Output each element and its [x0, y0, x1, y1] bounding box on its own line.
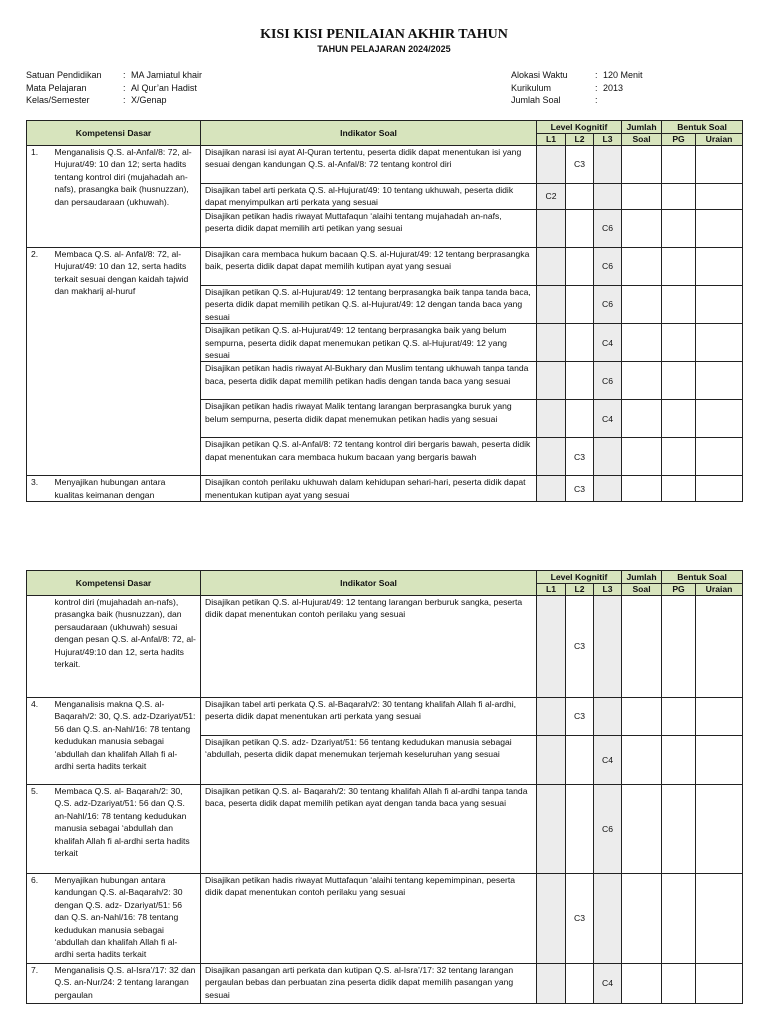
kd-number: 3.	[27, 476, 53, 502]
indikator-cell: Disajikan petikan hadis riwayat Muttafaqun ‘alaihi tentang kepemimpinan, peserta didik dapat menentukan contoh perilaku yang sesuai	[201, 874, 537, 964]
pg-cell	[662, 874, 696, 964]
level-l2-cell: C3	[566, 146, 594, 184]
kisi-table-2	[26, 570, 743, 1004]
pg-cell	[662, 210, 696, 248]
pg-cell	[662, 324, 696, 362]
level-l3-cell	[594, 146, 622, 184]
level-l2-cell	[566, 736, 594, 785]
level-l1-cell	[537, 964, 566, 1004]
kisi-table-1	[26, 120, 743, 502]
table-body	[27, 146, 743, 502]
pg-cell	[662, 596, 696, 698]
pg-cell	[662, 400, 696, 438]
uraian-cell	[696, 248, 743, 286]
uraian-cell	[696, 596, 743, 698]
pg-cell	[662, 362, 696, 400]
info-label: Jumlah Soal	[511, 95, 561, 105]
pg-cell	[662, 964, 696, 1004]
document-subtitle: TAHUN PELAJARAN 2024/2025	[317, 44, 451, 54]
uraian-cell	[696, 362, 743, 400]
header-l1: L1	[537, 584, 566, 596]
kompetensi-dasar-cell: Membaca Q.S. al- Anfal/8: 72, al- Hujurat/49: 10 dan 12, serta hadits terkait sesuai dengan kaidah tajwid dan makharij al-huruf	[53, 248, 201, 476]
header-kompetensi: Kompetensi Dasar	[27, 121, 201, 146]
level-l3-cell	[594, 438, 622, 476]
level-l2-cell: C3	[566, 476, 594, 502]
pg-cell	[662, 736, 696, 785]
kompetensi-dasar-cell: Membaca Q.S. al- Baqarah/2: 30, Q.S. adz-Dzariyat/51: 56 dan Q.S. an-Nahl/16: 78 tentang kedudukan manusia sebagai ‘abdullah dan khalifah Allah fi al-ardhi serta hadits terkait	[53, 785, 201, 874]
kd-number: 6.	[27, 874, 53, 964]
uraian-cell	[696, 324, 743, 362]
indikator-cell: Disajikan cara membaca hukum bacaan Q.S. al-Hujurat/49: 12 tentang berprasangka baik, peserta didik dapat dapat memilih kutipan ayat yang sesuai	[201, 248, 537, 286]
table-row	[27, 476, 743, 502]
info-label: Satuan Pendidikan	[26, 70, 102, 80]
info-separator: :	[123, 95, 126, 105]
level-l3-cell: C6	[594, 286, 622, 324]
header-bentuk: Bentuk Soal	[662, 121, 743, 134]
indikator-cell: Disajikan contoh perilaku ukhuwah dalam kehidupan sehari-hari, peserta didik dapat menentukan kutipan ayat yang sesuai	[201, 476, 537, 502]
info-value: MA Jamiatul khair	[131, 70, 203, 80]
jumlah-soal-cell	[622, 184, 662, 210]
jumlah-soal-cell	[622, 438, 662, 476]
info-label: Kelas/Semester	[26, 95, 90, 105]
pg-cell	[662, 698, 696, 736]
header-l3: L3	[594, 584, 622, 596]
pg-cell	[662, 476, 696, 502]
info-value: 2013	[603, 82, 624, 93]
indikator-cell: Disajikan petikan Q.S. al- Baqarah/2: 30 tentang khalifah Allah fi al-ardhi tanpa tanda baca, peserta didik dapat memilih petikan ayat dengan tanda baca yang sesuai	[201, 785, 537, 874]
info-separator: :	[595, 95, 598, 105]
level-l2-cell	[566, 184, 594, 210]
header-bentuk: Bentuk Soal	[662, 571, 743, 584]
jumlah-soal-cell	[622, 146, 662, 184]
level-l2-cell	[566, 362, 594, 400]
header-indikator: Indikator Soal	[201, 121, 537, 146]
pg-cell	[662, 785, 696, 874]
uraian-cell	[696, 736, 743, 785]
level-l1-cell	[537, 146, 566, 184]
info-row	[26, 69, 202, 82]
level-l3-cell: C4	[594, 400, 622, 438]
indikator-cell: Disajikan petikan Q.S. al-Hujurat/49: 12 tentang berprasangka baik yang belum sempurna, peserta didik dapat menemukan petikan Q.S. al-Hujurat/49: 12 yang sesuai	[201, 324, 537, 362]
indikator-cell: Disajikan petikan hadis riwayat Malik tentang larangan berprasangka buruk yang belum sempurna, peserta didik dapat menemukan petikan hadis yang sesuai	[201, 400, 537, 438]
indikator-cell: Disajikan petikan Q.S. al-Hujurat/49: 12 tentang larangan berburuk sangka, peserta didik dapat menentukan contoh perilaku yang sesuai	[201, 596, 537, 698]
header-soal: Soal	[622, 134, 662, 146]
header-kompetensi: Kompetensi Dasar	[27, 571, 201, 596]
level-l1-cell	[537, 596, 566, 698]
kd-number: 5.	[27, 785, 53, 874]
level-l1-cell: C2	[537, 184, 566, 210]
jumlah-soal-cell	[622, 964, 662, 1004]
info-separator: :	[595, 70, 598, 80]
level-l1-cell	[537, 210, 566, 248]
kompetensi-dasar-cell: Menyajikan hubungan antara kualitas keimanan dengan	[53, 476, 201, 502]
uraian-cell	[696, 785, 743, 874]
header-l2: L2	[566, 584, 594, 596]
header-pg: PG	[662, 134, 696, 146]
level-l2-cell: C3	[566, 596, 594, 698]
indikator-cell: Disajikan petikan hadis riwayat Muttafaqun ‘alaihi tentang mujahadah an-nafs, peserta didik dapat memilih arti petikan yang sesuai	[201, 210, 537, 248]
header-l1: L1	[537, 134, 566, 146]
header-jumlah: Jumlah	[622, 571, 662, 584]
level-l2-cell	[566, 785, 594, 874]
level-l1-cell	[537, 324, 566, 362]
indikator-cell: Disajikan tabel arti perkata Q.S. al-Baqarah/2: 30 tentang khalifah Allah fi al-ardhi, peserta didik dapat menentukan arti perkata yang sesuai	[201, 698, 537, 736]
indikator-cell: Disajikan petikan Q.S. adz- Dzariyat/51: 56 tentang kedudukan manusia sebagai ‘abdullah, peserta didik dapat menemukan terjemah keseluruhan yang sesuai	[201, 736, 537, 785]
level-l2-cell	[566, 210, 594, 248]
indikator-cell: Disajikan petikan Q.S. al-Hujurat/49: 12 tentang berprasangka baik tanpa tanda baca, peserta didik dapat memilih petikan Q.S. al-Hujurat/49: 12 dengan tanda baca yang sesuai	[201, 286, 537, 324]
level-l3-cell	[594, 476, 622, 502]
indikator-cell: Disajikan petikan hadis riwayat Al-Bukhary dan Muslim tentang ukhuwah tanpa tanda baca, peserta didik dapat memilih petikan hadis dengan tanda baca yang sesuai	[201, 362, 537, 400]
level-l1-cell	[537, 785, 566, 874]
level-l1-cell	[537, 286, 566, 324]
jumlah-soal-cell	[622, 736, 662, 785]
level-l3-cell	[594, 184, 622, 210]
jumlah-soal-cell	[622, 210, 662, 248]
level-l3-cell: C6	[594, 248, 622, 286]
info-label: Kurikulum	[511, 82, 552, 93]
jumlah-soal-cell	[622, 324, 662, 362]
level-l2-cell	[566, 324, 594, 362]
kd-number	[27, 596, 53, 698]
header-uraian: Uraian	[696, 584, 743, 596]
level-l1-cell	[537, 438, 566, 476]
uraian-cell	[696, 184, 743, 210]
info-value: Al Qur’an Hadist	[131, 82, 197, 93]
info-separator: :	[123, 70, 126, 80]
pg-cell	[662, 248, 696, 286]
level-l2-cell	[566, 248, 594, 286]
jumlah-soal-cell	[622, 286, 662, 324]
pg-cell	[662, 438, 696, 476]
kompetensi-dasar-cell: kontrol diri (mujahadah an-nafs), prasangka baik (husnuzzan), dan persaudaraan (ukhuwah) sesuai dengan pesan Q.S. al-Anfal/8: 72, al-Hujurat/49:10 dan 12, serta hadits terkait.	[53, 596, 201, 698]
level-l1-cell	[537, 248, 566, 286]
table-row	[27, 874, 743, 964]
info-separator: :	[595, 82, 598, 93]
kd-number: 2.	[27, 248, 53, 476]
pg-cell	[662, 286, 696, 324]
header-pg: PG	[662, 584, 696, 596]
table-row	[27, 248, 743, 286]
level-l3-cell	[594, 596, 622, 698]
header-level: Level Kognitif	[537, 121, 622, 134]
jumlah-soal-cell	[622, 400, 662, 438]
kompetensi-dasar-cell: Menganalisis Q.S. al-Isra’/17: 32 dan Q.S. an-Nur/24: 2 tentang larangan pergaulan	[53, 964, 201, 1004]
info-row	[26, 94, 202, 107]
level-l1-cell	[537, 874, 566, 964]
header-jumlah: Jumlah	[622, 121, 662, 134]
indikator-cell: Disajikan pasangan arti perkata dan kutipan Q.S. al-Isra’/17: 32 tentang larangan pergaulan bebas dan perbuatan zina peserta didik dapat memilih pasangan yang sesuai	[201, 964, 537, 1004]
uraian-cell	[696, 146, 743, 184]
header-l3: L3	[594, 134, 622, 146]
level-l3-cell: C6	[594, 362, 622, 400]
kompetensi-dasar-cell: Menganalisis Q.S. al-Anfal/8: 72, al- Hujurat/49: 10 dan 12; serta hadits tentang kontrol diri (mujahadah an-nafs), prasangka baik (husnuzzan), dan persaudaraan (ukhuwah).	[53, 146, 201, 248]
info-separator: :	[123, 82, 126, 93]
kd-number: 1.	[27, 146, 53, 248]
info-row	[511, 94, 643, 107]
pg-cell	[662, 146, 696, 184]
jumlah-soal-cell	[622, 785, 662, 874]
uraian-cell	[696, 438, 743, 476]
info-block-left	[26, 69, 202, 107]
level-l3-cell: C4	[594, 964, 622, 1004]
pg-cell	[662, 184, 696, 210]
info-value: 120 Menit	[603, 70, 643, 80]
table-header	[27, 121, 743, 146]
level-l2-cell	[566, 400, 594, 438]
info-label: Mata Pelajaran	[26, 82, 87, 93]
jumlah-soal-cell	[622, 874, 662, 964]
header-level: Level Kognitif	[537, 571, 622, 584]
uraian-cell	[696, 698, 743, 736]
header-soal: Soal	[622, 584, 662, 596]
level-l3-cell: C4	[594, 324, 622, 362]
level-l2-cell: C3	[566, 874, 594, 964]
table-row	[27, 146, 743, 184]
uraian-cell	[696, 286, 743, 324]
level-l2-cell: C3	[566, 698, 594, 736]
table-row	[27, 596, 743, 698]
level-l3-cell	[594, 698, 622, 736]
kompetensi-dasar-cell: Menyajikan hubungan antara kandungan Q.S. al-Baqarah/2: 30 dengan Q.S. adz- Dzariyat/51: 56 dan Q.S. an-Nahl/16: 78 tentang kedudukan manusia sebagai ‘abdullah dan khalifah Allah fi al-ardhi serta hadits terkait	[53, 874, 201, 964]
uraian-cell	[696, 964, 743, 1004]
level-l3-cell	[594, 874, 622, 964]
info-row	[511, 82, 643, 95]
level-l3-cell: C6	[594, 210, 622, 248]
info-block-right	[511, 69, 643, 107]
level-l1-cell	[537, 400, 566, 438]
uraian-cell	[696, 476, 743, 502]
header-uraian: Uraian	[696, 134, 743, 146]
uraian-cell	[696, 400, 743, 438]
header-l2: L2	[566, 134, 594, 146]
jumlah-soal-cell	[622, 596, 662, 698]
level-l3-cell: C4	[594, 736, 622, 785]
level-l2-cell	[566, 286, 594, 324]
level-l3-cell: C6	[594, 785, 622, 874]
uraian-cell	[696, 210, 743, 248]
kompetensi-dasar-cell: Menganalisis makna Q.S. al-Baqarah/2: 30, Q.S. adz-Dzariyat/51: 56 dan Q.S. an-Nahl/16: 78 tentang kedudukan manusia sebagai ‘abdullah dan khalifah Allah fi al-ardhi serta hadits terkait	[53, 698, 201, 785]
table-body	[27, 596, 743, 1004]
header-indikator: Indikator Soal	[201, 571, 537, 596]
jumlah-soal-cell	[622, 362, 662, 400]
level-l2-cell	[566, 964, 594, 1004]
kd-number: 4.	[27, 698, 53, 785]
uraian-cell	[696, 874, 743, 964]
info-row	[26, 82, 202, 95]
info-label: Alokasi Waktu	[511, 70, 568, 80]
indikator-cell: Disajikan tabel arti perkata Q.S. al-Hujurat/49: 10 tentang ukhuwah, peserta didik dapat menyimpulkan arti perkata yang sesuai	[201, 184, 537, 210]
table-header	[27, 571, 743, 596]
indikator-cell: Disajikan narasi isi ayat Al-Quran tertentu, peserta didik dapat menentukan isi yang sesuai dengan kandungan Q.S. al-Anfal/8: 72 tentang kontrol diri	[201, 146, 537, 184]
table-row	[27, 698, 743, 736]
level-l1-cell	[537, 698, 566, 736]
table-row	[27, 964, 743, 1004]
level-l1-cell	[537, 476, 566, 502]
level-l1-cell	[537, 736, 566, 785]
level-l2-cell: C3	[566, 438, 594, 476]
indikator-cell: Disajikan petikan Q.S. al-Anfal/8: 72 tentang kontrol diri bergaris bawah, peserta didik dapat menentukan cara membaca hukum bacaan yang bergaris bawah	[201, 438, 537, 476]
info-row	[511, 69, 643, 82]
jumlah-soal-cell	[622, 476, 662, 502]
jumlah-soal-cell	[622, 698, 662, 736]
info-value: X/Genap	[131, 95, 167, 105]
document-title: KISI KISI PENILAIAN AKHIR TAHUN	[260, 27, 508, 42]
kd-number: 7.	[27, 964, 53, 1004]
jumlah-soal-cell	[622, 248, 662, 286]
level-l1-cell	[537, 362, 566, 400]
table-row	[27, 785, 743, 874]
